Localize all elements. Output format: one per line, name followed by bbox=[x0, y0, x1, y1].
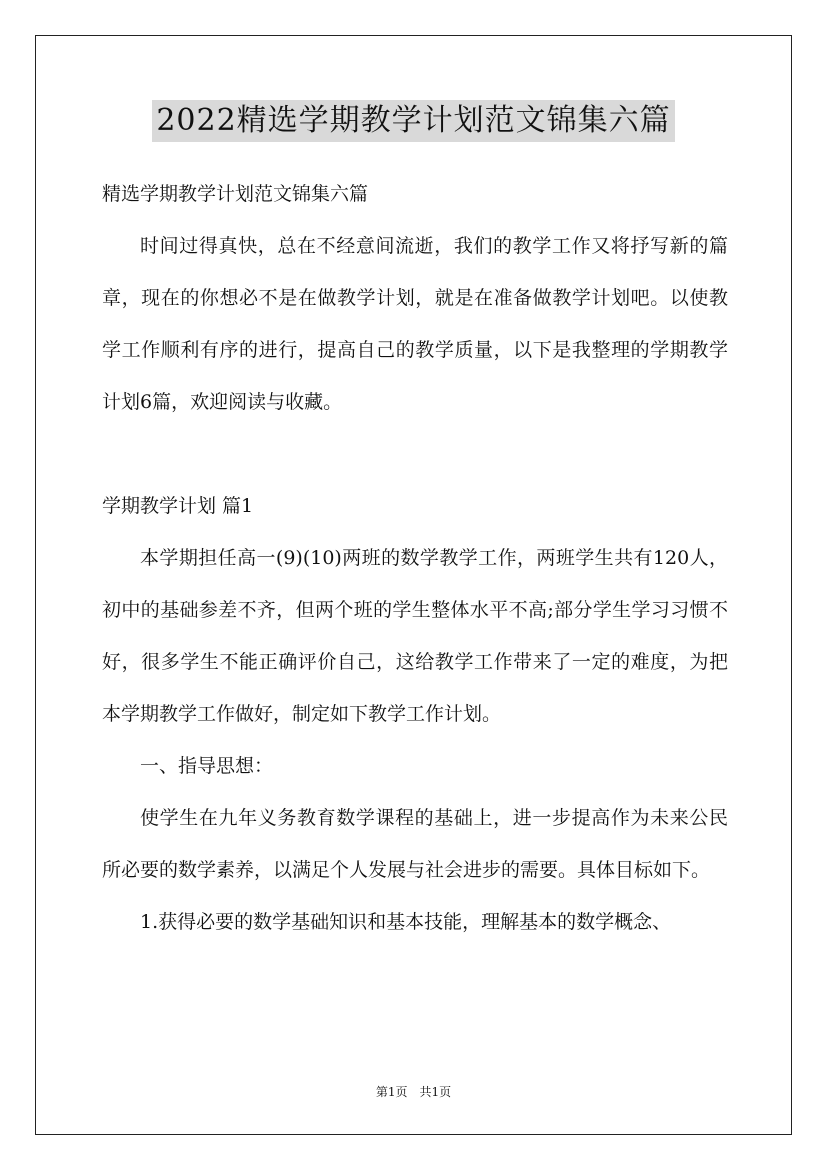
document-body bbox=[102, 168, 728, 948]
intro-paragraph: 时间过得真快，总在不经意间流逝，我们的教学工作又将抒写新的篇章，现在的你想必不是在做教学计划，就是在准备做教学计划吧。以使教学工作顺利有序的进行，提高自己的教学质量，以下是我整理的学期教学计划6篇，欢迎阅读与收藏。 bbox=[102, 235, 728, 413]
page-total: 共1页 bbox=[419, 1085, 452, 1099]
document-subtitle: 精选学期教学计划范文锦集六篇 bbox=[102, 183, 369, 205]
section-heading: 学期教学计划 篇1 bbox=[102, 495, 254, 517]
section-paragraph: 使学生在九年义务教育数学课程的基础上，进一步提高作为未来公民所必要的数学素养，以满足个人发展与社会进步的需要。具体目标如下。 bbox=[102, 807, 728, 881]
paragraph-spacer bbox=[102, 428, 728, 480]
section-paragraph: 本学期担任高一(9)(10)两班的数学教学工作，两班学生共有120人，初中的基础参差不齐，但两个班的学生整体水平不高;部分学生学习习惯不好，很多学生不能正确评价自己，这给教学工作带来了一定的难度，为把本学期教学工作做好，制定如下教学工作计划。 bbox=[102, 547, 728, 725]
page-footer bbox=[0, 1084, 827, 1100]
page-number: 第1页 bbox=[375, 1085, 408, 1099]
list-item: 1.获得必要的数学基础知识和基本技能，理解基本的数学概念、 bbox=[140, 911, 672, 933]
title-container bbox=[0, 100, 827, 142]
document-title: 2022精选学期教学计划范文锦集六篇 bbox=[152, 100, 674, 142]
section-subheading: 一、指导思想： bbox=[140, 755, 274, 777]
